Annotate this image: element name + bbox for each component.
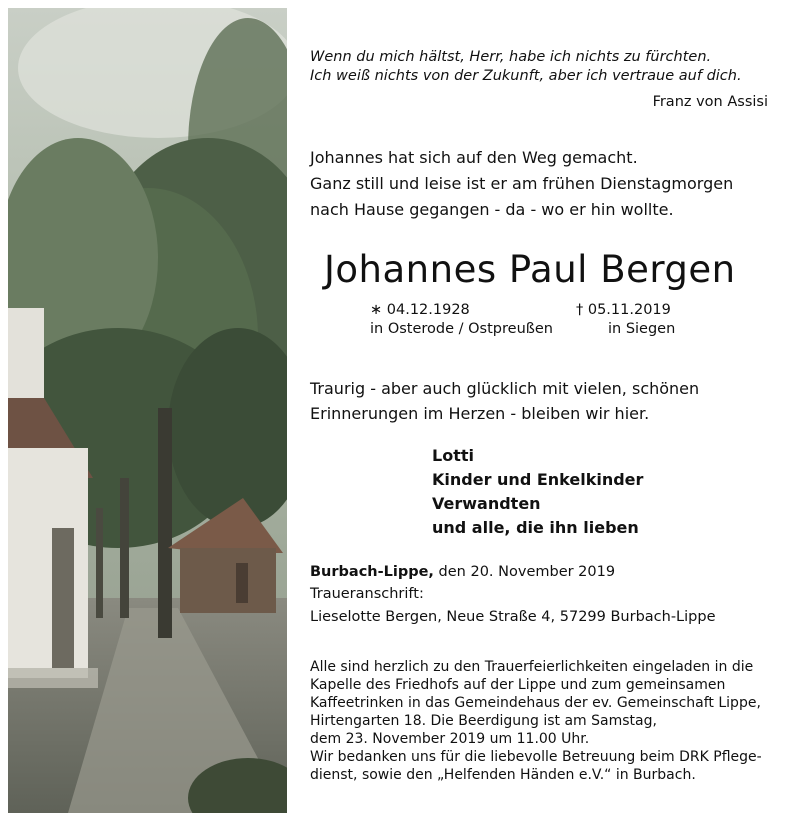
invitation-line-5: dem 23. November 2019 um 11.00 Uhr. xyxy=(310,731,590,747)
intro-line-1: Johannes hat sich auf den Weg gemacht. xyxy=(310,148,638,167)
place-date xyxy=(310,564,615,580)
invitation-line-3: Kaffeetrinken in das Gemeindehaus der ev. Gemeinschaft Lippe, xyxy=(310,695,761,711)
intro-line-3: nach Hause gegangen - da - wo er hin wollte. xyxy=(310,200,674,219)
mourner-3: Verwandten xyxy=(432,494,541,513)
death-date: 05.11.2019 xyxy=(587,302,671,318)
invitation-line-1: Alle sind herzlich zu den Trauerfeierlichkeiten eingeladen in die xyxy=(310,659,754,675)
place: Burbach-Lippe, xyxy=(310,564,434,580)
birth-star-icon: ∗ xyxy=(370,302,383,318)
painting-illustration xyxy=(8,8,287,813)
deceased-name: Johannes Paul Bergen xyxy=(324,248,736,291)
mourner-1: Lotti xyxy=(432,446,474,465)
invitation-line-2: Kapelle des Friedhofs auf der Lippe und zum gemeinsamen xyxy=(310,677,726,693)
address-label: Traueranschrift: xyxy=(310,586,424,602)
death-place: in Siegen xyxy=(608,321,676,337)
mourning-line-1: Traurig - aber auch glücklich mit vielen, schönen xyxy=(310,379,700,398)
quote-line-1: Wenn du mich hältst, Herr, habe ich nichts zu fürchten. xyxy=(310,49,712,65)
notice-text xyxy=(306,8,790,813)
mourner-2: Kinder und Enkelkinder xyxy=(432,470,644,489)
mourner-4: und alle, die ihn lieben xyxy=(432,518,639,537)
invitation-line-7: dienst, sowie den „Helfenden Händen e.V.“ in Burbach. xyxy=(310,767,696,783)
address-value: Lieselotte Bergen, Neue Straße 4, 57299 Burbach-Lippe xyxy=(310,609,716,625)
intro-line-2: Ganz still und leise ist er am frühen Dienstagmorgen xyxy=(310,174,734,193)
quote-author: Franz von Assisi xyxy=(652,94,768,110)
invitation-line-6: Wir bedanken uns für die liebevolle Betreuung beim DRK Pflege- xyxy=(310,749,762,765)
death-cross-icon: † xyxy=(576,302,584,318)
date: den 20. November 2019 xyxy=(433,564,616,580)
birth-date: 04.12.1928 xyxy=(386,302,470,318)
invitation-line-4: Hirtengarten 18. Die Beerdigung ist am Samstag, xyxy=(310,713,657,729)
mourning-line-2: Erinnerungen im Herzen - bleiben wir hier. xyxy=(310,404,650,423)
quote-line-2: Ich weiß nichts von der Zukunft, aber ich vertraue auf dich. xyxy=(310,68,742,84)
birth-place: in Osterode / Ostpreußen xyxy=(370,321,553,337)
birth-date-row xyxy=(370,302,470,318)
death-date-row xyxy=(576,302,671,318)
landscape-painting xyxy=(8,8,287,813)
